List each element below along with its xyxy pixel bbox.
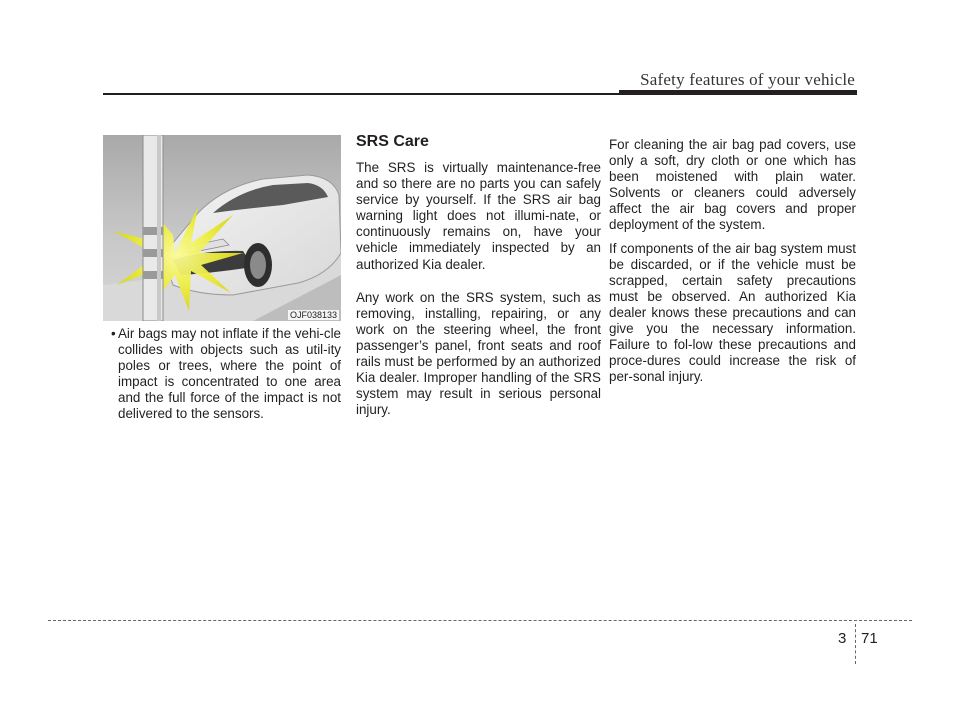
collision-illustration: [103, 135, 341, 321]
page-number: 71: [861, 630, 878, 647]
cleaning-section: [609, 137, 856, 392]
page-number-divider: [855, 624, 856, 664]
srs-care-heading: SRS Care: [356, 133, 429, 150]
bullet-item: [103, 326, 341, 423]
section-title: Safety features of your vehicle: [640, 70, 855, 89]
disposal-paragraph: If components of the air bag system must be discarded, or if the vehicle must be scrapped, certain safety precautions must be observed. An authorized Kia dealer knows these precautions and can give you the necessary information. Failure to fol-low these precautions and proce-dures could increase the risk of per-sonal injury.: [609, 240, 856, 385]
srs-care-paragraph-2: Any work on the SRS system, such as removing, installing, repairing, or any work on the steering wheel, the front passenger’s panel, front seats and roof rails must be performed by an authorized Kia dealer. Improper handling of the SRS system may result in serious personal injury.: [356, 289, 601, 418]
header-rule-accent: [619, 90, 857, 95]
footer-rule: [48, 620, 912, 621]
cleaning-paragraph: For cleaning the air bag pad covers, use only a soft, dry cloth or one which has been moistened with plain water. Solvents or cleaners could adversely affect the air bag covers and proper deployment of the system.: [609, 137, 856, 233]
bullet-dot: •: [111, 326, 116, 341]
bullet-text: Air bags may not inflate if the vehi-cle collides with objects such as util-ity poles or trees, where the point of impact is concentrated to one area and the full force of the impact is not delivered to the sensors.: [118, 326, 341, 422]
chapter-number: 3: [838, 630, 847, 647]
collision-illustration-svg: [103, 135, 341, 321]
srs-care-paragraph-1: The SRS is virtually maintenance-free and so there are no parts you can safely service by yourself. If the SRS air bag warning light does not illumi-nate, or continuously remains on, have your vehicle immediately inspected by an authorized Kia dealer.: [356, 160, 601, 272]
utility-pole-icon: [143, 135, 163, 321]
srs-care-section: [356, 133, 601, 435]
figure-code: OJF038133: [289, 310, 337, 320]
